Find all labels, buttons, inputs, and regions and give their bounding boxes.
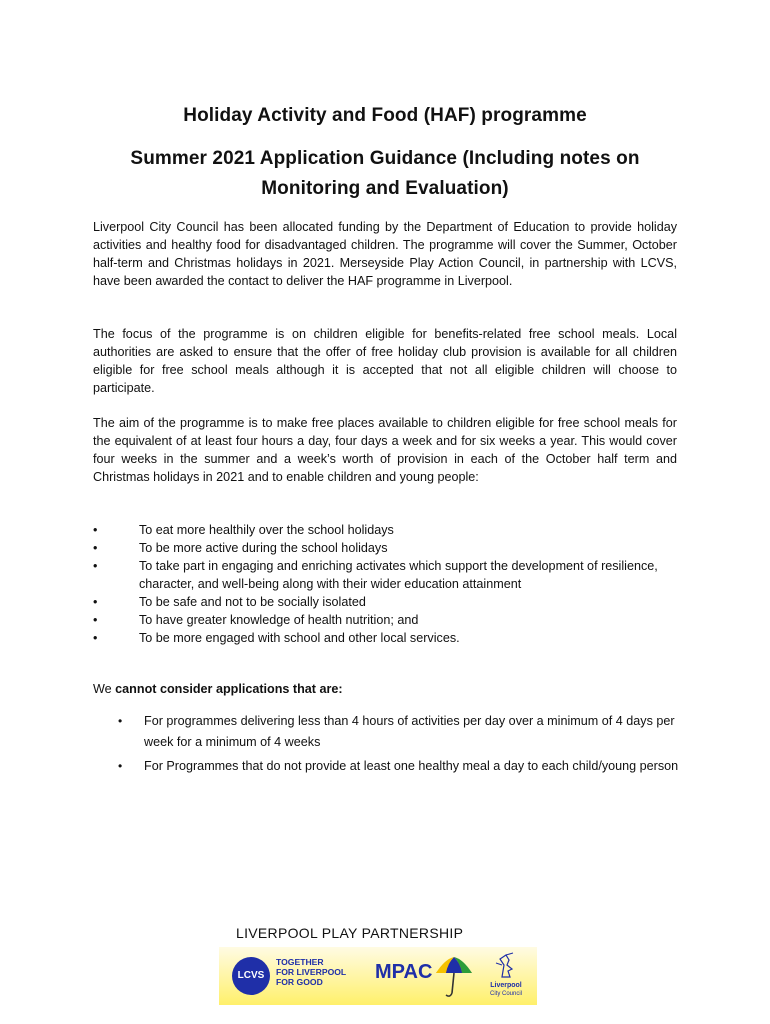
list-item — [93, 539, 677, 557]
aim-paragraph: The aim of the programme is to make free places available to children eligible for free school meals for the equivalent of at least four hours a day, four days a week and for six weeks a year. This would cover four weeks in the summer and a week’s worth of provision in each of the October half term and Christmas holidays in 2021 and to enable children and young people: — [93, 416, 677, 484]
list-item-text: To be safe and not to be socially isolated — [139, 595, 366, 609]
bullet-icon: • — [93, 613, 98, 627]
lcvs-tagline-line1: TOGETHER — [276, 957, 324, 967]
mpac-logo: MPAC — [375, 961, 433, 983]
council-name-line2: City Council — [489, 991, 522, 997]
list-item — [93, 629, 677, 647]
council-name — [482, 982, 530, 998]
document-subtitle-line1: Summer 2021 Application Guidance (Including notes on — [130, 148, 640, 169]
lcvs-tagline-line2: FOR LIVERPOOL — [276, 967, 347, 977]
focus-paragraph: The focus of the programme is on children eligible for benefits-related free school meals. Local authorities are asked to ensure that the offer of free holiday club provision is available for all children eligible for free school meals although it is accepted that not all eligible children will choose to participate. — [93, 327, 677, 395]
partnership-title: LIVERPOOL PLAY PARTNERSHIP — [236, 925, 464, 941]
exclusions-heading-prefix: We — [93, 682, 116, 696]
bullet-icon: • — [93, 541, 98, 555]
intro-paragraph: Liverpool City Council has been allocated funding by the Department of Education to provide holiday activities and healthy food for disadvantaged children. The programme will cover the Summer, October half-term and Christmas holidays in 2021. Merseyside Play Action Council, in partnership with LCVS, have been awarded the contact to deliver the HAF programme in Liverpool. — [93, 220, 677, 288]
document-title: Holiday Activity and Food (HAF) programme — [183, 105, 587, 126]
list-item — [118, 756, 683, 777]
list-item — [93, 557, 677, 593]
list-item-text: To take part in engaging and enriching activates which support the development of resilience, character, and well-being along with their wider education attainment — [139, 559, 658, 591]
list-item — [118, 711, 683, 753]
exclusions-list — [118, 711, 683, 780]
exclusions-heading — [93, 680, 343, 698]
exclusions-heading-bold: cannot consider applications that are: — [115, 682, 343, 696]
list-item-text: For programmes delivering less than 4 hours of activities per day over a minimum of 4 days per week for a minimum of 4 weeks — [144, 714, 675, 749]
list-item — [93, 521, 677, 539]
partner-logos — [219, 947, 537, 1005]
list-item — [93, 593, 677, 611]
aims-list — [93, 521, 677, 647]
list-item-text: To have greater knowledge of health nutrition; and — [139, 613, 419, 627]
list-item-text: To be more engaged with school and other local services. — [139, 631, 460, 645]
liver-bird-icon — [482, 951, 530, 981]
umbrella-icon — [432, 953, 476, 999]
bullet-icon: • — [93, 631, 98, 645]
list-item — [93, 611, 677, 629]
bullet-icon: • — [118, 714, 123, 728]
lcvs-logo: LCVS — [232, 957, 270, 995]
lcvs-tagline-line3: FOR GOOD — [276, 977, 323, 987]
list-item-text: For Programmes that do not provide at least one healthy meal a day to each child/young person — [144, 759, 679, 773]
lcvs-tagline — [276, 957, 346, 987]
bullet-icon: • — [93, 523, 98, 537]
bullet-icon: • — [93, 595, 98, 609]
bullet-icon: • — [93, 559, 98, 573]
list-item-text: To eat more healthily over the school holidays — [139, 523, 394, 537]
list-item-text: To be more active during the school holidays — [139, 541, 388, 555]
bullet-icon: • — [118, 759, 123, 773]
document-subtitle-line2: Monitoring and Evaluation) — [261, 178, 509, 199]
liverpool-city-council-logo — [482, 951, 530, 1001]
council-name-line1: Liverpool — [490, 982, 522, 989]
